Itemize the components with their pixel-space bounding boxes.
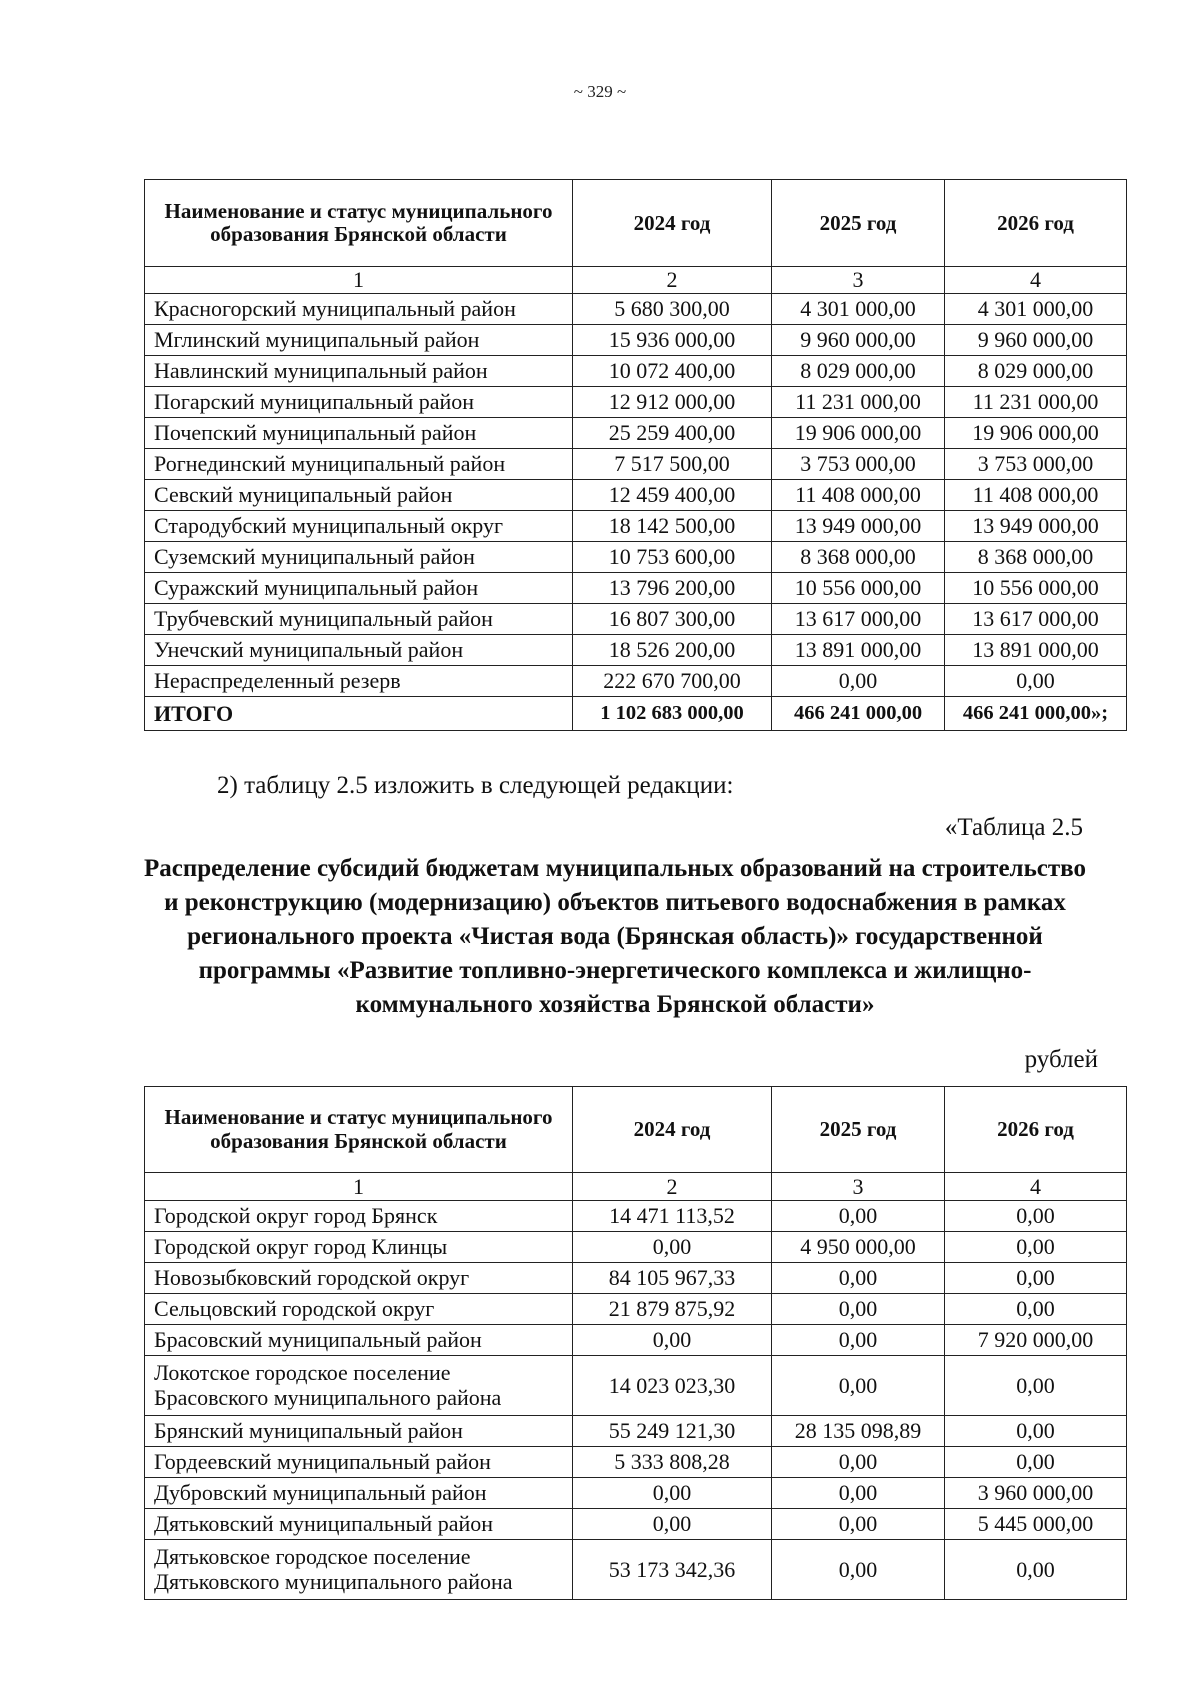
- amount-cell: 4 301 000,00: [772, 294, 945, 325]
- table-row: [145, 294, 1127, 325]
- table-row: [145, 1478, 1127, 1509]
- municipality-name-cell: Дубровский муниципальный район: [145, 1478, 573, 1509]
- table-header-row: [145, 180, 1127, 267]
- amount-cell: 7 920 000,00: [945, 1325, 1127, 1356]
- amount-cell: 0,00: [772, 1509, 945, 1540]
- municipality-name-cell: Дятьковский муниципальный район: [145, 1509, 573, 1540]
- amount-cell: 8 029 000,00: [945, 356, 1127, 387]
- amount-cell: 8 368 000,00: [772, 542, 945, 573]
- table-row: [145, 604, 1127, 635]
- municipality-name-cell: Мглинский муниципальный район: [145, 325, 573, 356]
- municipality-name-cell: Рогнединский муниципальный район: [145, 449, 573, 480]
- amount-cell: 0,00: [945, 1294, 1127, 1325]
- amount-cell: 13 796 200,00: [573, 573, 772, 604]
- municipality-name-cell: Суражский муниципальный район: [145, 573, 573, 604]
- amendment-instruction: 2) таблицу 2.5 изложить в следующей редакции:: [217, 772, 734, 799]
- subsidy-table-continued: [144, 179, 1127, 731]
- index-cell: 4: [945, 1173, 1127, 1201]
- municipality-name-cell: Трубчевский муниципальный район: [145, 604, 573, 635]
- index-cell: 2: [573, 267, 772, 294]
- municipality-name-cell: Дятьковское городское поселение Дятьковского муниципального района: [145, 1540, 573, 1600]
- amount-cell: 11 231 000,00: [945, 387, 1127, 418]
- municipality-name-cell: Почепский муниципальный район: [145, 418, 573, 449]
- table-label: «Таблица 2.5: [944, 814, 1083, 841]
- amount-cell: 3 753 000,00: [772, 449, 945, 480]
- amount-cell: 5 680 300,00: [573, 294, 772, 325]
- amount-cell: 13 891 000,00: [945, 635, 1127, 666]
- municipality-name-cell: Стародубский муниципальный округ: [145, 511, 573, 542]
- amount-cell: 53 173 342,36: [573, 1540, 772, 1600]
- amount-cell: 25 259 400,00: [573, 418, 772, 449]
- amount-cell: 8 029 000,00: [772, 356, 945, 387]
- amount-cell: 10 753 600,00: [573, 542, 772, 573]
- amount-cell: 10 072 400,00: [573, 356, 772, 387]
- amount-cell: 18 526 200,00: [573, 635, 772, 666]
- table-row: [145, 356, 1127, 387]
- column-header-2025: 2025 год: [772, 1087, 945, 1173]
- table-header-row: [145, 1087, 1127, 1173]
- municipality-name-cell: Унечский муниципальный район: [145, 635, 573, 666]
- table-row: [145, 666, 1127, 697]
- table-row: [145, 1416, 1127, 1447]
- amount-cell: 13 617 000,00: [772, 604, 945, 635]
- table-row: [145, 1294, 1127, 1325]
- amount-cell: 16 807 300,00: [573, 604, 772, 635]
- table-row: [145, 635, 1127, 666]
- municipality-name-cell: Нераспределенный резерв: [145, 666, 573, 697]
- amount-cell: 19 906 000,00: [772, 418, 945, 449]
- municipality-name-cell: Брасовский муниципальный район: [145, 1325, 573, 1356]
- amount-cell: 7 517 500,00: [573, 449, 772, 480]
- amount-cell: 0,00: [945, 1447, 1127, 1478]
- amount-cell: 21 879 875,92: [573, 1294, 772, 1325]
- table-row: [145, 1325, 1127, 1356]
- table-row: [145, 511, 1127, 542]
- total-2026: 466 241 000,00»;: [945, 697, 1127, 731]
- amount-cell: 0,00: [945, 1232, 1127, 1263]
- table-row: [145, 1232, 1127, 1263]
- table-row: [145, 325, 1127, 356]
- amount-cell: 0,00: [772, 1325, 945, 1356]
- amount-cell: 11 231 000,00: [772, 387, 945, 418]
- municipality-name-cell: Навлинский муниципальный район: [145, 356, 573, 387]
- total-2025: 466 241 000,00: [772, 697, 945, 731]
- amount-cell: 13 949 000,00: [772, 511, 945, 542]
- amount-cell: 14 471 113,52: [573, 1201, 772, 1232]
- amount-cell: 28 135 098,89: [772, 1416, 945, 1447]
- amount-cell: 0,00: [945, 1201, 1127, 1232]
- amount-cell: 12 459 400,00: [573, 480, 772, 511]
- column-header-2026: 2026 год: [945, 180, 1127, 267]
- amount-cell: 0,00: [772, 666, 945, 697]
- municipality-name-cell: Новозыбковский городской округ: [145, 1263, 573, 1294]
- amount-cell: 55 249 121,30: [573, 1416, 772, 1447]
- column-index-row: [145, 267, 1127, 294]
- amount-cell: 13 949 000,00: [945, 511, 1127, 542]
- table-body: [145, 267, 1127, 697]
- page-number: ~ 329 ~: [573, 82, 627, 101]
- amount-cell: 13 891 000,00: [772, 635, 945, 666]
- table-row: [145, 573, 1127, 604]
- amount-cell: 19 906 000,00: [945, 418, 1127, 449]
- table-row: [145, 1540, 1127, 1600]
- index-cell: 1: [145, 267, 573, 294]
- column-header-2025: 2025 год: [772, 180, 945, 267]
- amount-cell: 0,00: [772, 1263, 945, 1294]
- amount-cell: 15 936 000,00: [573, 325, 772, 356]
- amount-cell: 5 333 808,28: [573, 1447, 772, 1478]
- table-row: [145, 1263, 1127, 1294]
- amount-cell: 0,00: [945, 1263, 1127, 1294]
- municipality-name-cell: Локотское городское поселение Брасовского муниципального района: [145, 1356, 573, 1416]
- municipality-name-cell: Севский муниципальный район: [145, 480, 573, 511]
- table-body: [145, 1173, 1127, 1600]
- table-row: [145, 1201, 1127, 1232]
- units-label: рублей: [1024, 1046, 1098, 1073]
- amount-cell: 0,00: [945, 666, 1127, 697]
- amount-cell: 10 556 000,00: [945, 573, 1127, 604]
- table-row: [145, 387, 1127, 418]
- column-header-name: Наименование и статус муниципального образования Брянской области: [145, 1087, 573, 1173]
- municipality-name-cell: Погарский муниципальный район: [145, 387, 573, 418]
- municipality-name-cell: Брянский муниципальный район: [145, 1416, 573, 1447]
- column-index-row: [145, 1173, 1127, 1201]
- table-row: [145, 1509, 1127, 1540]
- amount-cell: 0,00: [945, 1416, 1127, 1447]
- amount-cell: 0,00: [573, 1478, 772, 1509]
- amount-cell: 0,00: [945, 1540, 1127, 1600]
- amount-cell: 14 023 023,30: [573, 1356, 772, 1416]
- index-cell: 2: [573, 1173, 772, 1201]
- total-2024: 1 102 683 000,00: [573, 697, 772, 731]
- index-cell: 3: [772, 267, 945, 294]
- amount-cell: 8 368 000,00: [945, 542, 1127, 573]
- table-row: [145, 480, 1127, 511]
- amount-cell: 5 445 000,00: [945, 1509, 1127, 1540]
- amount-cell: 3 753 000,00: [945, 449, 1127, 480]
- subsidy-table-2-5: [144, 1086, 1127, 1600]
- amount-cell: 18 142 500,00: [573, 511, 772, 542]
- amount-cell: 0,00: [772, 1540, 945, 1600]
- municipality-name-cell: Городской округ город Брянск: [145, 1201, 573, 1232]
- amount-cell: 13 617 000,00: [945, 604, 1127, 635]
- column-header-2024: 2024 год: [573, 180, 772, 267]
- index-cell: 1: [145, 1173, 573, 1201]
- table-title: Распределение субсидий бюджетам муниципальных образований на строительство и реконструкцию (модернизацию) объектов питьевого водоснабжения в рамках регионального проекта «Чистая вода (Брянская область)» государственной программы «Развитие топливно-энергетического комплекса и жилищно-коммунального хозяйства Брянской области»: [144, 855, 1086, 1018]
- table-row: [145, 1447, 1127, 1478]
- table-row: [145, 449, 1127, 480]
- index-cell: 4: [945, 267, 1127, 294]
- amount-cell: 0,00: [772, 1201, 945, 1232]
- amount-cell: 0,00: [573, 1509, 772, 1540]
- amount-cell: 84 105 967,33: [573, 1263, 772, 1294]
- table-row: [145, 542, 1127, 573]
- table-row: [145, 418, 1127, 449]
- index-cell: 3: [772, 1173, 945, 1201]
- column-header-name: Наименование и статус муниципального образования Брянской области: [145, 180, 573, 267]
- municipality-name-cell: Гордеевский муниципальный район: [145, 1447, 573, 1478]
- amount-cell: 11 408 000,00: [772, 480, 945, 511]
- amount-cell: 0,00: [945, 1356, 1127, 1416]
- amount-cell: 9 960 000,00: [772, 325, 945, 356]
- amount-cell: 4 301 000,00: [945, 294, 1127, 325]
- amount-cell: 0,00: [772, 1356, 945, 1416]
- amount-cell: 9 960 000,00: [945, 325, 1127, 356]
- amount-cell: 12 912 000,00: [573, 387, 772, 418]
- municipality-name-cell: Городской округ город Клинцы: [145, 1232, 573, 1263]
- amount-cell: 0,00: [772, 1447, 945, 1478]
- municipality-name-cell: Суземский муниципальный район: [145, 542, 573, 573]
- column-header-2026: 2026 год: [945, 1087, 1127, 1173]
- municipality-name-cell: Сельцовский городской округ: [145, 1294, 573, 1325]
- amount-cell: 222 670 700,00: [573, 666, 772, 697]
- amount-cell: 0,00: [573, 1232, 772, 1263]
- amount-cell: 0,00: [573, 1325, 772, 1356]
- total-label: ИТОГО: [145, 697, 573, 731]
- municipality-name-cell: Красногорский муниципальный район: [145, 294, 573, 325]
- table-row: [145, 1356, 1127, 1416]
- amount-cell: 0,00: [772, 1294, 945, 1325]
- amount-cell: 10 556 000,00: [772, 573, 945, 604]
- amount-cell: 11 408 000,00: [945, 480, 1127, 511]
- amount-cell: 4 950 000,00: [772, 1232, 945, 1263]
- amount-cell: 3 960 000,00: [945, 1478, 1127, 1509]
- column-header-2024: 2024 год: [573, 1087, 772, 1173]
- total-row: [145, 697, 1127, 731]
- amount-cell: 0,00: [772, 1478, 945, 1509]
